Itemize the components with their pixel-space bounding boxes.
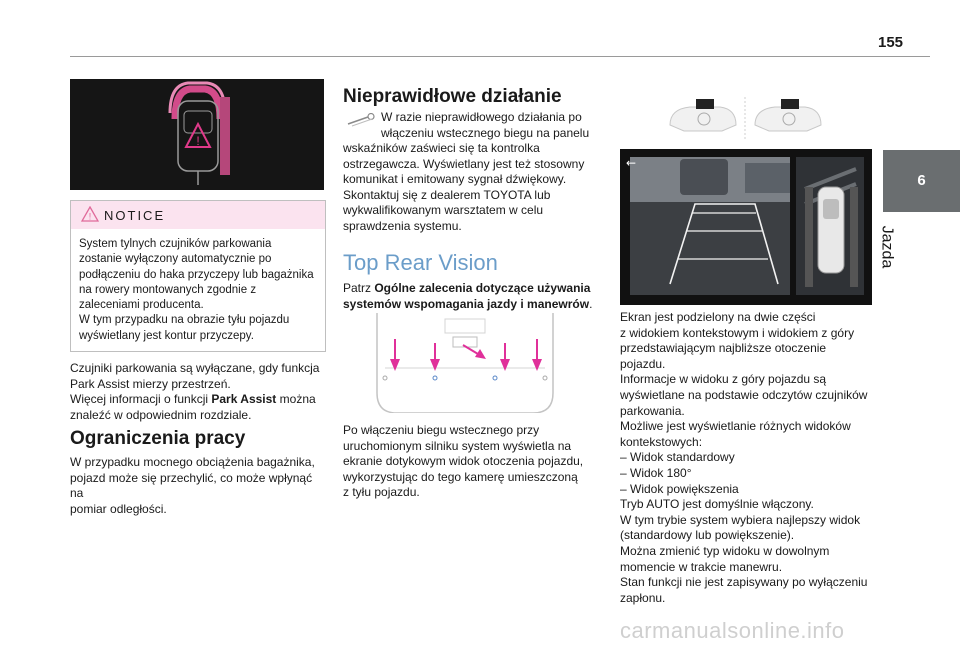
park-assist-paragraph: Czujniki parkowania są wyłączane, gdy funkcja Park Assist mierzy przestrzeń. Więcej informacji o funkcji Park Assist można znaleźć w odpowiednim rozdziale.: [70, 361, 320, 422]
page-number: 155: [878, 34, 904, 51]
header-divider: [70, 56, 930, 57]
nieprawidlowe-text: wskaźników zaświeci się ta kontrolka ostrzegawcza. Wyświetlany jest też stosowny komunikat i emitowany sygnał dźwiękowy. Skontaktuj się z dealerem TOYOTA lub wykwalifikowanym warsztatem w celu sprawdzenia systemu.: [343, 141, 585, 233]
svg-text:!: !: [196, 134, 200, 148]
chapter-tab[interactable]: 6: [883, 150, 960, 212]
warning-triangle-icon: [81, 206, 99, 222]
chapter-label: [878, 218, 915, 288]
wrench-icon: [346, 113, 376, 127]
parking-sensor-illustration: [70, 79, 324, 190]
svg-text:←: ←: [626, 156, 637, 170]
chapter-label-text: Jazda: [878, 225, 896, 269]
section-heading-nieprawidlowe: Nieprawidłowe działanie: [343, 86, 562, 107]
top-rear-intro: Patrz Ogólne zalecenia dotyczące używania systemów wspomagania jazdy i manewrów.: [343, 281, 593, 311]
rear-camera-location-illustration: [365, 313, 565, 413]
top-rear-description: Ekran jest podzielony na dwie części z widokiem kontekstowym i widokiem z góry przedstawiającym najbliższe otoczenie pojazdu. Informacje w widoku z góry pojazdu są wyświetlane na podstawie odczytów czujników parkowania. Możliwe jest wyświetlanie różnych widoków kontekstowych: – Widok standardowy – Widok 180° – Widok powiększenia Tryb AUTO jest domyślnie włączony. W tym trybie system wybiera najlepszy widok (standardowy lub powiększenie). Można zmienić typ widoku w dowolnym momencie w trakcie manewru. Stan funkcji nie jest zapisywany po wyłączeniu zapłonu.: [620, 310, 868, 605]
notice-title: NOTICE: [104, 208, 166, 223]
top-rear-paragraph: Po włączeniu biegu wstecznego przy uruchomionym silniku system wyświetla na ekranie dotykowym widok otoczenia pojazdu, wykorzystując do tego kamerę umieszczoną z tyłu pojazdu.: [343, 423, 584, 500]
section-heading-ograniczenia: Ograniczenia pracy: [70, 428, 246, 449]
svg-text:!: !: [88, 211, 92, 222]
ograniczenia-text: W przypadku mocnego obciążenia bagażnika, pojazd może się przechylić, co może wpłynąć na pomiar odległości.: [70, 455, 315, 516]
watermark: carmanualsonline.info: [620, 618, 845, 643]
nieprawidlowe-text-indented: W razie nieprawidłowego działania po włączeniu wstecznego biegu na panelu: [381, 110, 590, 140]
notice-text: System tylnych czujników parkowania zostanie wyłączony automatycznie po podłączeniu do haka przyczepy lub bagażnika na rowery montowanych zgodnie z zaleceniami producenta. W tym przypadku na obrazie tyłu pojazdu wyświetlany jest kontur przyczepy.: [79, 238, 314, 342]
notice-header: [71, 201, 325, 229]
rear-camera-screen-illustration: [620, 149, 872, 305]
dashboard-mirror-illustration: [660, 97, 830, 141]
section-heading-top-rear-vision: Top Rear Vision: [343, 250, 498, 275]
notice-box: [70, 200, 326, 352]
